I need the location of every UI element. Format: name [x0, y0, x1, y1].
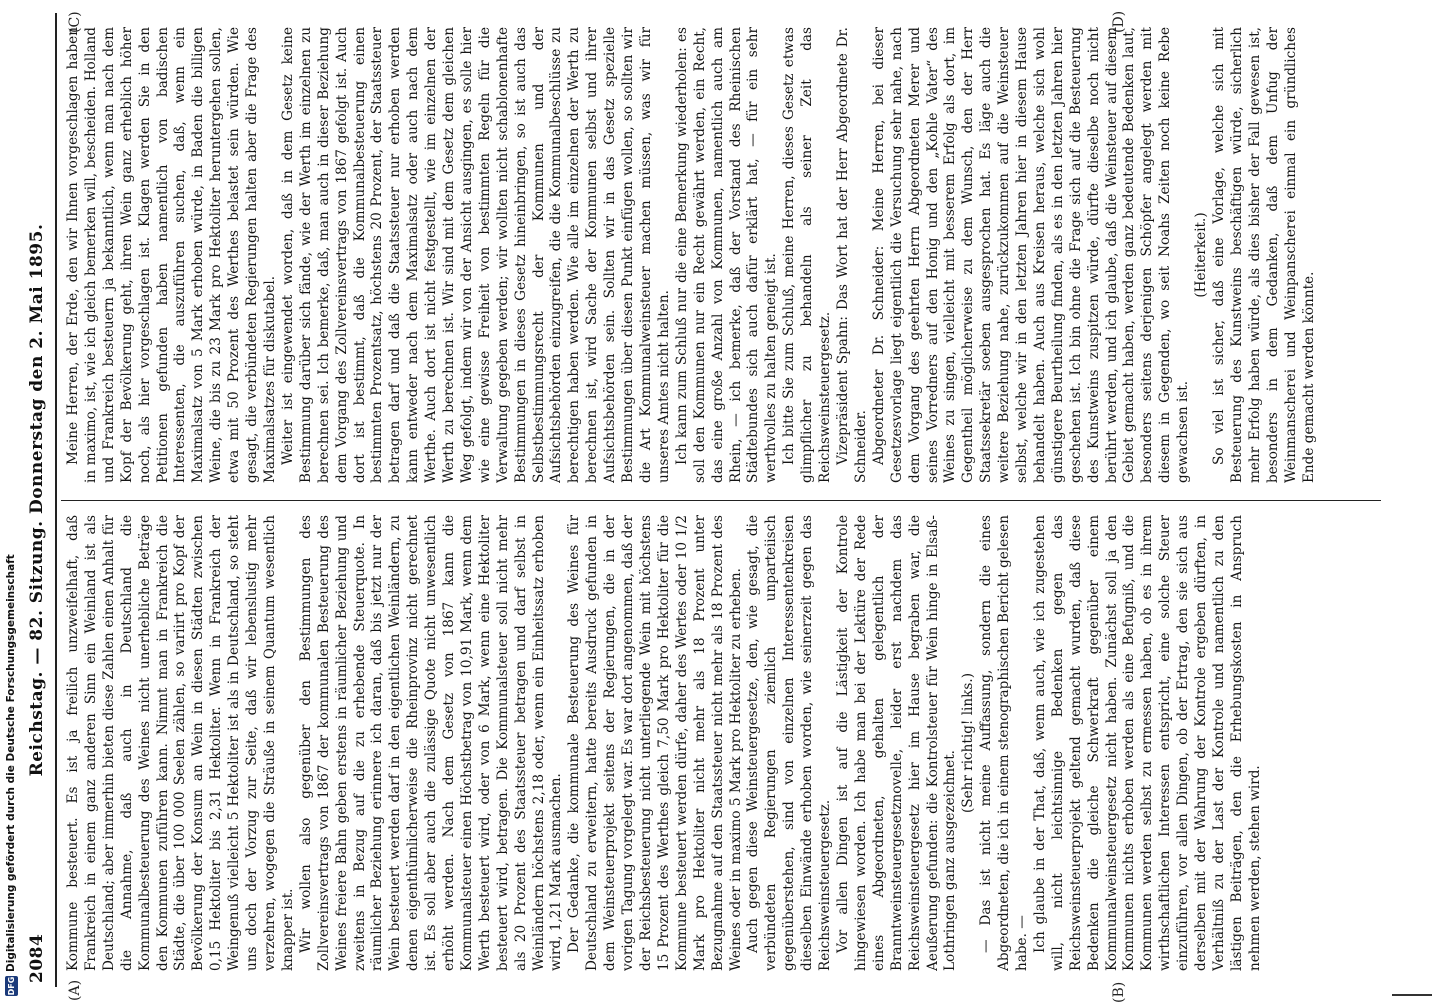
newspaper-page: [21, 5, 1411, 1003]
paragraph: Vor allen Dingen ist auf die Lästigkeit der Kontrole hingewiesen worden. Ich habe man bei der Lektüre der Rede eines Abgeordneten, gehalten gelegentlich der Branntweinsteuergesetznovelle, leider erst nachdem das Reichsweinsteuergesetz hier im Hause begraben war, die Aeußerung gefunden: die Kontrolsteuer für Wein hinge in Elsaß-Lothringen ganz ausgezeichnet.: [834, 515, 959, 971]
paragraph: Ich bitte Sie zum Schluß, meine Herren, dieses Gesetz etwas glimpflicher zu behandeln als seiner Zeit das Reichsweinsteuergesetz.: [781, 27, 834, 483]
paragraph: Der Gedanke, die kommunale Besteuerung des Weines für Deutschland zu erweitern, hatte bereits Ausdruck gefunden in dem Weinsteuerprojekt seitens der Regierungen, die in der vorigen Tagung vorgelegt war. Es war dort angenommen, daß der der Reichsbesteuerung nicht unterliegende Wein mit höchstens 15 Prozent des Werthes gleich 7,50 Mark pro Hektoliter für die Kommune besteuert werden dürfe, daher des Wertes oder 10 1/2 Mark pro Hektoliter nicht mehr als 18 Prozent unter Bezugnahme auf den Staatssteuer nicht mehr als 18 Prozent des Weines oder in maximo 5 Mark pro Hektoliter zu erheben.: [566, 515, 744, 971]
margin-marker-d: (D): [1111, 10, 1127, 33]
speaker-paragraph: Vizepräsident Spahn: Das Wort hat der Herr Abgeordnete Dr. Schneider.: [834, 27, 869, 483]
interjection: (Heiterkeit.): [1193, 212, 1210, 298]
right-column: [65, 27, 1385, 483]
margin-marker-c: (C): [67, 11, 83, 33]
margin-marker-b: (B): [1111, 981, 1127, 1003]
column-divider: [61, 500, 1381, 501]
digitization-footer: [4, 0, 20, 1000]
page-number: 2084: [27, 933, 47, 983]
footer-credit: Digitalisierung gefördert durch die Deutsche Forschungsgemeinschaft: [5, 554, 17, 972]
scan-artifact: [1392, 994, 1432, 996]
left-column: [65, 515, 1385, 971]
header-rule: [55, 13, 57, 987]
paragraph: Wir wollen also gegenüber den Bestimmungen des Zollvereinsvertrags von 1867 der kommunalen Besteuerung des Weines freiere Bahn geben erstens in räumlicher Beziehung und zweitens in Bezug auf die zu erhebende Steuerquote. In räumlicher Beziehung erinnere ich daran, daß bis jetzt nur der Wein besteuert werden darf in den eigentlichen Weinländern, zu denen eigenthümlicherweise die Rheinprovinz nicht gerechnet ist. Es soll aber auch die zulässige Quote nicht unwesentlich erhöht werden. Nach dem Gesetz von 1867 kann die Kommunalsteuer einen Höchstbetrag von 10,91 Mark, wenn dem Werth besteuert wird, oder von 6 Mark, wenn eine Hektoliter besteuert wird, betragen. Die Kommunalsteuer soll nicht mehr als 20 Prozent des Staatssteuer betragen und darf selbst in Weinländern höchstens 2,18 oder, wenn ein Einheitssatz erhoben wird, 1,21 Mark ausmachen.: [297, 515, 565, 971]
page-title: Reichstag. — 82. Sitzung. Donnerstag den 2. Mai 1895.: [27, 223, 47, 777]
paragraph: — Das ist nicht meine Auffassung, sondern die eines Abgeordneten, die ich in einem stenographischen Bericht gelesen habe. —: [978, 515, 1031, 971]
speaker-paragraph: Abgeordneter Dr. Schneider: Meine Herren, bei dieser Gesetzesvorlage liegt eigentlich die Versuchung sehr nahe, nach dem Vorgang des geehrten Herrn Abgeordneten Merer und seines Vorredners auf den Honig und den „Kohle Vater“ des Weines zu singen, vielleicht mit besserem Erfolg als dort, im Gegentheil möglicherweise zu dem Wunsch, den der Herr Staatssekretär soeben ausgesprochen hat. Es läge auch die weitere Beziehung nahe, zurückzukommen auf die Weinsteuer selbst, welche wir in den letzten Jahren hier in diesem Hause behandelt haben. Auch aus Kreisen heraus, welche sich wohl günstigere Beurtheilung finden, als es in den letzten Jahren hier geschehen ist. Ich bin ohne die Frage sich auf die Besteuerung des Kunstweins zuspitzen würde, dürfte dieselbe noch nicht berührt werden, und ich glaube, daß die Weinsteuer auf diesem Gebiet gemacht haben, werden ganz bedeutende Bedenken laut, besonders seitens derjenigen Schöpfer angelegt werden mit diesem in Gegenden, wo seit Noahs Zeiten noch keine Rebe gewachsen ist.: [870, 27, 1192, 483]
margin-marker-a: (A): [67, 979, 83, 1001]
paragraph: So viel ist sicher, daß eine Vorlage, welche sich mit Besteuerung des Kunstweins beschäftigen würde, sicherlich mehr Erfolg haben würde, als dies bisher der Fall gewesen ist, besonders in dem Gedanken, daß dem Unfug der Weinmanscherei und Weinpanscherei einmal ein gründliches Ende gemacht werden könnte.: [1211, 27, 1317, 483]
paragraph: Weiter ist eingewendet worden, daß in dem Gesetz keine Bestimmung darüber sich fände, wie der Werth im einzelnen zu berechnen sei. Ich bemerke, daß, man auch in dieser Beziehung dem Vorgang des Zollvereinsvertrags von 1867 gefolgt ist. Auch dort ist bestimmt, daß die Kommunalbesteuerung einen bestimmten Prozentsatz, höchstens 20 Prozent, der Staatssteuer betragen darf und daß die Staatssteuer nur erhoben werden kann entweder nach dem Maximalsatz oder auch nach dem Werthe. Auch dort ist nicht festgestellt, wie im einzelnen der Werth zu berechnen ist. Wir sind mit dem Gesetz dem gleichen Weg gefolgt, indem wir von der Ansicht ausgingen, es solle hier wie eine gewisse Freiheit von bestimmten Regeln für die Verwaltung gegeben werden; wir wollten nicht schablonenhafte Bestimmungen in dieses Gesetz hineinbringen, so ist auch das Selbstbestimmungsrecht der Kommunen und der Aufsichtsbehörden einzugreifen, die die Kommunalbeschlüsse zu berechtigen haben werden. Wie alle im einzelnen der Werth zu berechnen ist, wird Sache der Kommunen selbst und ihrer Aufsichtsbehörden sein. Sollten wir in das Gesetz spezielle Bestimmungen über diesen Punkt einfügen wollen, so sollten wir die Art Kommunalweinsteuer machen müssen, was wir für unseres Amtes nicht halten.: [279, 27, 672, 483]
paragraph: Kommune besteuert. Es ist ja freilich unzweifelhaft, daß Frankreich in einem ganz anderen Sinn ein Weinland ist als Deutschland; aber immerhin bieten diese Zahlen einen Anhalt für die Annahme, daß auch in Deutschland die Kommunalbesteuerung des Weines nicht unerhebliche Beträge den Kommunen zuführen kann. Nimmt man in Frankreich die Städte, die über 100 000 Seelen zählen, so variirt pro Kopf der Bevölkerung der Konsum an Wein in diesen Städten zwischen 0,15 Hektoliter bis 2,31 Hektoliter. Wenn in Frankreich der Weingenuß vielleicht 5 Hektoliter ist als in Deutschland, so steht uns doch der Vorzug zur Seite, daß wir lebenslustig mehr verzehren, wogegen die Sträuße in seinem Quantum wesentlich knapper ist.: [65, 515, 296, 971]
paragraph: Meine Herren, der Erde, den wir Ihnen vorgeschlagen haben in maximo, ist, wie ich gleich bemerken will, bescheiden. Holland und Frankreich besteuern ja bekanntlich, wenn man nach dem Kopf der Bevölkerung geht, ihren Wein ganz erheblich höher noch, als hier vorgeschlagen ist. Klagen werden Sie in den Petitionen gefunden haben namentlich von badischen Interessenten, die auszuführen suchen, daß, wenn ein Maximalsatz von 5 Mark erhoben würde, in Baden die billigen Weine, die bis zu 23 Mark pro Hektoliter heruntergehen sollen, etwa mit 50 Prozent des Werthes belastet sein würden. Wie gesagt, die verbündeten Regierungen halten aber die Frage des Maximalsatzes für diskutabel.: [65, 27, 278, 483]
paragraph: Ich kann zum Schluß nur die eine Bemerkung wiederholen: es soll den Kommunen nur ein Recht gewährt werden, ein Recht, das eine große Anzahl von Kommunen, namentlich auch am Rhein, — ich bemerke, daß der Vorstand des Rheinischen Städtebundes sich auch dafür erklärt hat, — für ein sehr werthvolles zu halten geneigt ist.: [673, 27, 780, 483]
dfg-logo-icon: DFG: [7, 976, 16, 996]
paragraph: Auch gegen diese Weinsteuergesetze, den, wie gesagt, die verbündeten Regierungen ziemlich unparteiisch gegenüberstehen, sind von einzelnen Interessentenkreisen dieselben Einwände erhoben worden, wie seinerzeit gegen das Reichsweinsteuergesetz.: [745, 515, 834, 971]
interjection: (Sehr richtig! links.): [960, 672, 977, 814]
paragraph: Ich glaube in der That, daß, wenn auch, wie ich zugestehen will, nicht leichtsinnige Bedenken gegen das Reichsweinsteuerprojekt geltend gemacht wurden, daß diese Bedenken die gleiche Schwerkraft gegenüber einem Kommunalweinsteuergesetz nicht haben. Zunächst soll ja den Kommunen nichts erhoben werden als eine Befugniß, und die Kommunen werden selbst zu ermessen haben, ob es in ihrem wirthschaftlichen Interessen entspricht, eine solche Steuer einzuführen, vor allen Dingen, ob der Ertrag, den sie sich aus derselben mit der Wahrung der Kontrole ergeben dürften, in Verhältniß zu der Last der Kontrole und namentlich zu den lästigen Beiträgen, den die Erhebungskosten in Anspruch nehmen werden, stehen wird.: [1031, 515, 1263, 971]
